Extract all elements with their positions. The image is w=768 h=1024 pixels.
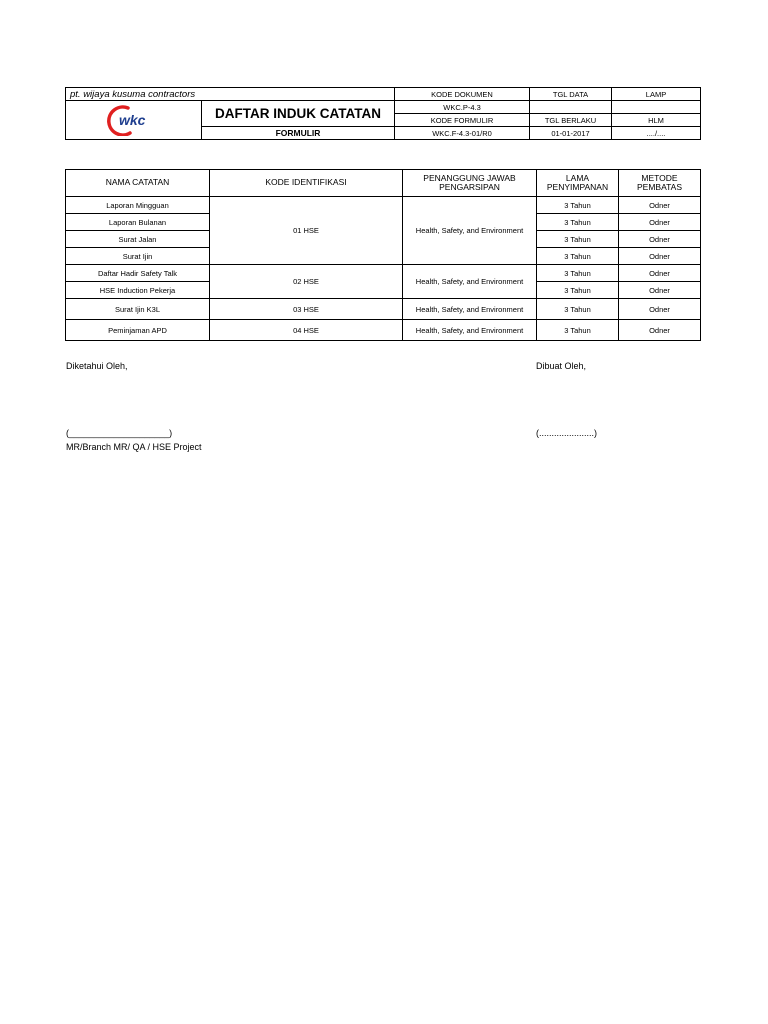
label-lamp: LAMP: [612, 88, 701, 101]
value-tgl-data: [530, 101, 612, 114]
cell-nama: Laporan Mingguan: [66, 197, 210, 214]
subtitle-formulir: FORMULIR: [202, 127, 395, 140]
cell-metode: Odner: [619, 248, 701, 265]
company-logo: [66, 101, 202, 140]
label-tgl-berlaku: TGL BERLAKU: [530, 114, 612, 127]
signature-line-right: (......................): [536, 428, 598, 438]
value-lamp: [612, 101, 701, 114]
col-metode-pembatas: METODE PEMBATAS: [619, 170, 701, 197]
table-row: [66, 320, 701, 341]
cell-metode: Odner: [619, 320, 701, 341]
table-row: [66, 197, 701, 214]
label-kode-formulir: KODE FORMULIR: [395, 114, 530, 127]
label-hlm: HLM: [612, 114, 701, 127]
table-header-row: [66, 170, 701, 197]
cell-lama: 3 Tahun: [537, 231, 619, 248]
cell-lama: 3 Tahun: [537, 197, 619, 214]
document-header: [65, 87, 701, 140]
cell-pj: Health, Safety, and Environment: [403, 265, 537, 299]
cell-nama: Surat Ijin: [66, 248, 210, 265]
signature-line-left: (____________________): [66, 428, 173, 438]
col-lama-penyimpanan: LAMA PENYIMPANAN: [537, 170, 619, 197]
cell-metode: Odner: [619, 214, 701, 231]
cell-kode: 02 HSE: [210, 265, 403, 299]
col-nama-catatan: NAMA CATATAN: [66, 170, 210, 197]
cell-metode: Odner: [619, 299, 701, 320]
cell-metode: Odner: [619, 197, 701, 214]
cell-nama: Laporan Bulanan: [66, 214, 210, 231]
records-table: [65, 169, 701, 341]
cell-lama: 3 Tahun: [537, 214, 619, 231]
cell-metode: Odner: [619, 282, 701, 299]
cell-lama: 3 Tahun: [537, 282, 619, 299]
logo-text: wkc: [118, 112, 145, 128]
cell-nama: Peminjaman APD: [66, 320, 210, 341]
cell-metode: Odner: [619, 265, 701, 282]
value-hlm: ..../....: [612, 127, 701, 140]
cell-pj: Health, Safety, and Environment: [403, 299, 537, 320]
cell-kode: 01 HSE: [210, 197, 403, 265]
cell-nama: Surat Ijin K3L: [66, 299, 210, 320]
cell-metode: Odner: [619, 231, 701, 248]
cell-kode: 04 HSE: [210, 320, 403, 341]
table-row: [66, 299, 701, 320]
table-row: [66, 265, 701, 282]
cell-lama: 3 Tahun: [537, 299, 619, 320]
value-kode-formulir: WKC.F-4.3-01/R0: [395, 127, 530, 140]
cell-pj: Health, Safety, and Environment: [403, 197, 537, 265]
company-name: pt. wijaya kusuma contractors: [66, 88, 395, 101]
role-left: MR/Branch MR/ QA / HSE Project: [66, 442, 202, 452]
cell-nama: Daftar Hadir Safety Talk: [66, 265, 210, 282]
diketahui-label: Diketahui Oleh,: [66, 361, 128, 371]
value-kode-dokumen: WKC.P-4.3: [395, 101, 530, 114]
cell-nama: Surat Jalan: [66, 231, 210, 248]
dibuat-label: Dibuat Oleh,: [536, 361, 587, 371]
cell-pj: Health, Safety, and Environment: [403, 320, 537, 341]
label-tgl-data: TGL DATA: [530, 88, 612, 101]
col-kode-identifikasi: KODE IDENTIFIKASI: [210, 170, 403, 197]
wkc-logo-icon: [104, 104, 164, 136]
cell-nama: HSE Induction Pekerja: [66, 282, 210, 299]
cell-lama: 3 Tahun: [537, 265, 619, 282]
value-tgl-berlaku: 01-01-2017: [530, 127, 612, 140]
label-kode-dokumen: KODE DOKUMEN: [395, 88, 530, 101]
cell-kode: 03 HSE: [210, 299, 403, 320]
cell-lama: 3 Tahun: [537, 320, 619, 341]
cell-lama: 3 Tahun: [537, 248, 619, 265]
col-penanggung-jawab: PENANGGUNG JAWAB PENGARSIPAN: [403, 170, 537, 197]
page-title: DAFTAR INDUK CATATAN: [202, 101, 395, 127]
